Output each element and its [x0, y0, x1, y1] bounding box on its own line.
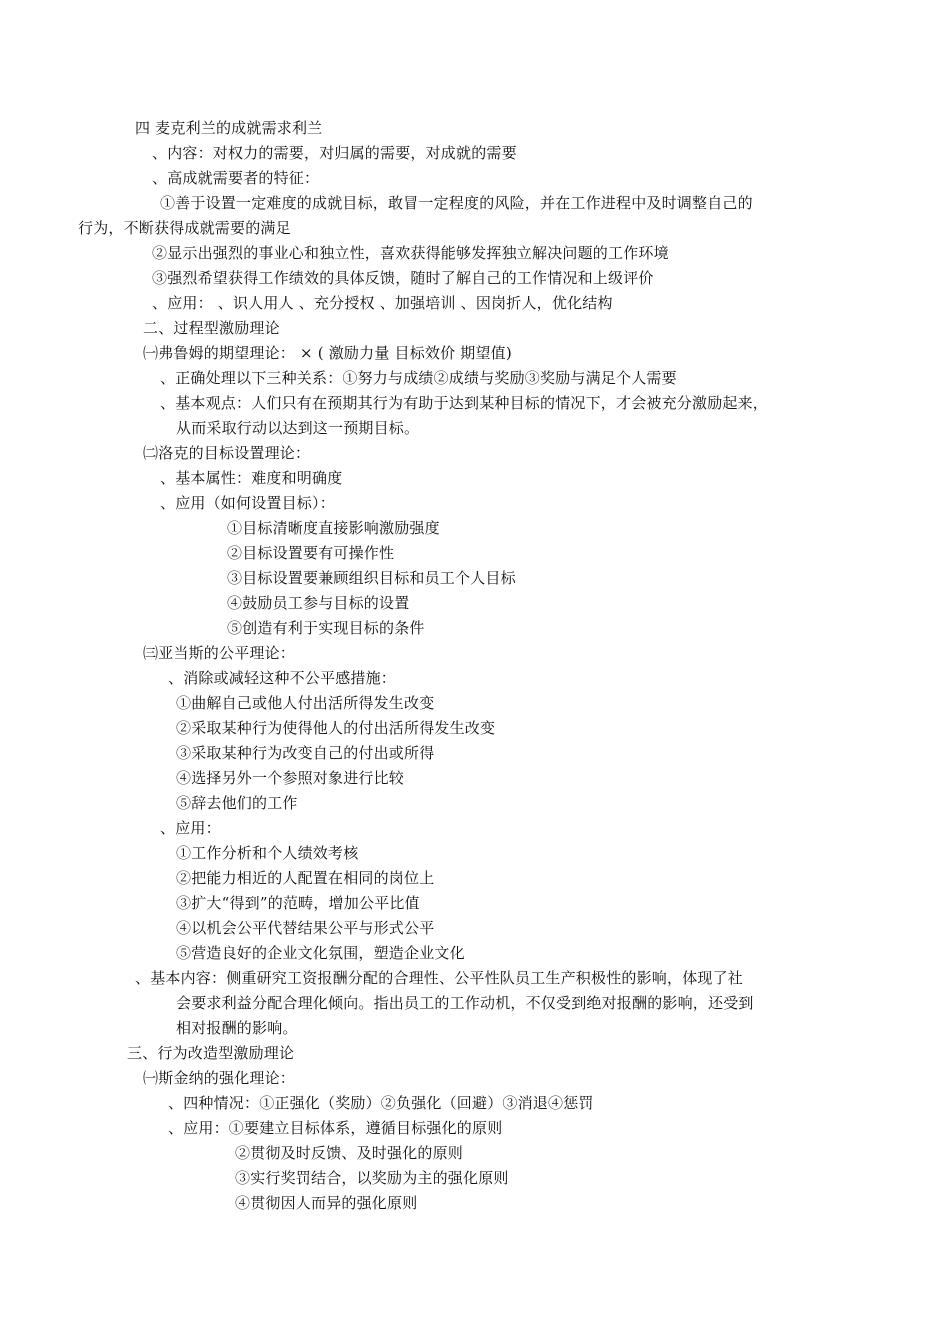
text-line: ②显示出强烈的事业心和独立性，喜欢获得能够发挥独立解决问题的工作环境 — [152, 244, 669, 262]
subsection-heading-skinner: ㈠斯金纳的强化理论： — [143, 1069, 296, 1087]
text-line: 、消除或减轻这种不公平感措施： — [168, 669, 397, 687]
list-item: ④选择另外一个参照对象进行比较 — [176, 769, 405, 787]
text-line: 、内容：对权力的需要，对归属的需要，对成就的需要 — [152, 144, 517, 162]
list-item: ⑤辞去他们的工作 — [176, 794, 298, 812]
list-item: ③采取某种行为改变自己的付出或所得 — [176, 744, 435, 762]
text-line: 、应用（如何设置目标）： — [160, 494, 335, 512]
text-line: 、应用：①要建立目标体系，遵循目标强化的原则 — [168, 1119, 503, 1137]
subsection-heading-vroom: ㈠弗鲁姆的期望理论： × ( 激励力量 目标效价 期望值) — [143, 344, 512, 362]
list-item: ③实行奖罚结合，以奖励为主的强化原则 — [235, 1169, 509, 1187]
list-item: ②把能力相近的人配置在相同的岗位上 — [176, 869, 435, 887]
section-heading-behavior-theory: 三、行为改造型激励理论 — [127, 1044, 295, 1062]
list-item: ④以机会公平代替结果公平与形式公平 — [176, 919, 435, 937]
list-item: ①目标清晰度直接影响激励强度 — [227, 519, 440, 537]
subsection-heading-adams: ㈢亚当斯的公平理论： — [143, 644, 296, 662]
list-item: ③扩大“得到”的范畴，增加公平比值 — [176, 894, 420, 912]
text-line: 、应用： 、识人用人 、充分授权 、加强培训 、因岗折人，优化结构 — [152, 294, 613, 312]
list-item: ⑤营造良好的企业文化氛围，塑造企业文化 — [176, 944, 465, 962]
text-line: 、正确处理以下三种关系：①努力与成绩②成绩与奖励③奖励与满足个人需要 — [160, 369, 677, 387]
section-heading-process-theory: 二、过程型激励理论 — [143, 319, 280, 337]
text-line: 相对报酬的影响。 — [176, 1019, 298, 1037]
text-line: 、应用： — [160, 819, 221, 837]
text-line: 、高成就需要者的特征： — [152, 169, 320, 187]
list-item: ⑤创造有利于实现目标的条件 — [227, 619, 425, 637]
text-line: 从而采取行动以达到这一预期目标。 — [176, 419, 420, 437]
text-line: 、基本属性：难度和明确度 — [160, 469, 343, 487]
list-item: ①曲解自己或他人付出活所得发生改变 — [176, 694, 435, 712]
list-item: ②贯彻及时反馈、及时强化的原则 — [235, 1144, 464, 1162]
list-item: ①工作分析和个人绩效考核 — [176, 844, 359, 862]
subsection-heading-locke: ㈡洛克的目标设置理论： — [143, 444, 311, 462]
list-item: ③目标设置要兼顾组织目标和员工个人目标 — [227, 569, 516, 587]
list-item: ②目标设置要有可操作性 — [227, 544, 395, 562]
list-item: ②采取某种行为使得他人的付出活所得发生改变 — [176, 719, 496, 737]
list-item: ④鼓励员工参与目标的设置 — [227, 594, 410, 612]
text-line: 、基本观点：人们只有在预期其行为有助于达到某种目标的情况下，才会被充分激励起来， — [160, 394, 769, 412]
section-heading-mcclelland: 四 麦克利兰的成就需求利兰 — [135, 119, 323, 137]
text-line: 行为，不断获得成就需要的满足 — [78, 219, 291, 237]
text-line: ③强烈希望获得工作绩效的具体反馈，随时了解自己的工作情况和上级评价 — [152, 269, 654, 287]
text-line: 、基本内容：侧重研究工资报酬分配的合理性、公平性队员工生产积极性的影响，体现了社 — [135, 969, 744, 987]
list-item: ④贯彻因人而异的强化原则 — [235, 1194, 418, 1212]
text-line: 、四种情况：①正强化（奖励）②负强化（回避）③消退④惩罚 — [168, 1094, 594, 1112]
text-line: 会要求利益分配合理化倾向。指出员工的工作动机，不仅受到绝对报酬的影响，还受到 — [176, 994, 754, 1012]
text-line: ①善于设置一定难度的成就目标，敢冒一定程度的风险，并在工作进程中及时调整自己的 — [160, 194, 753, 212]
